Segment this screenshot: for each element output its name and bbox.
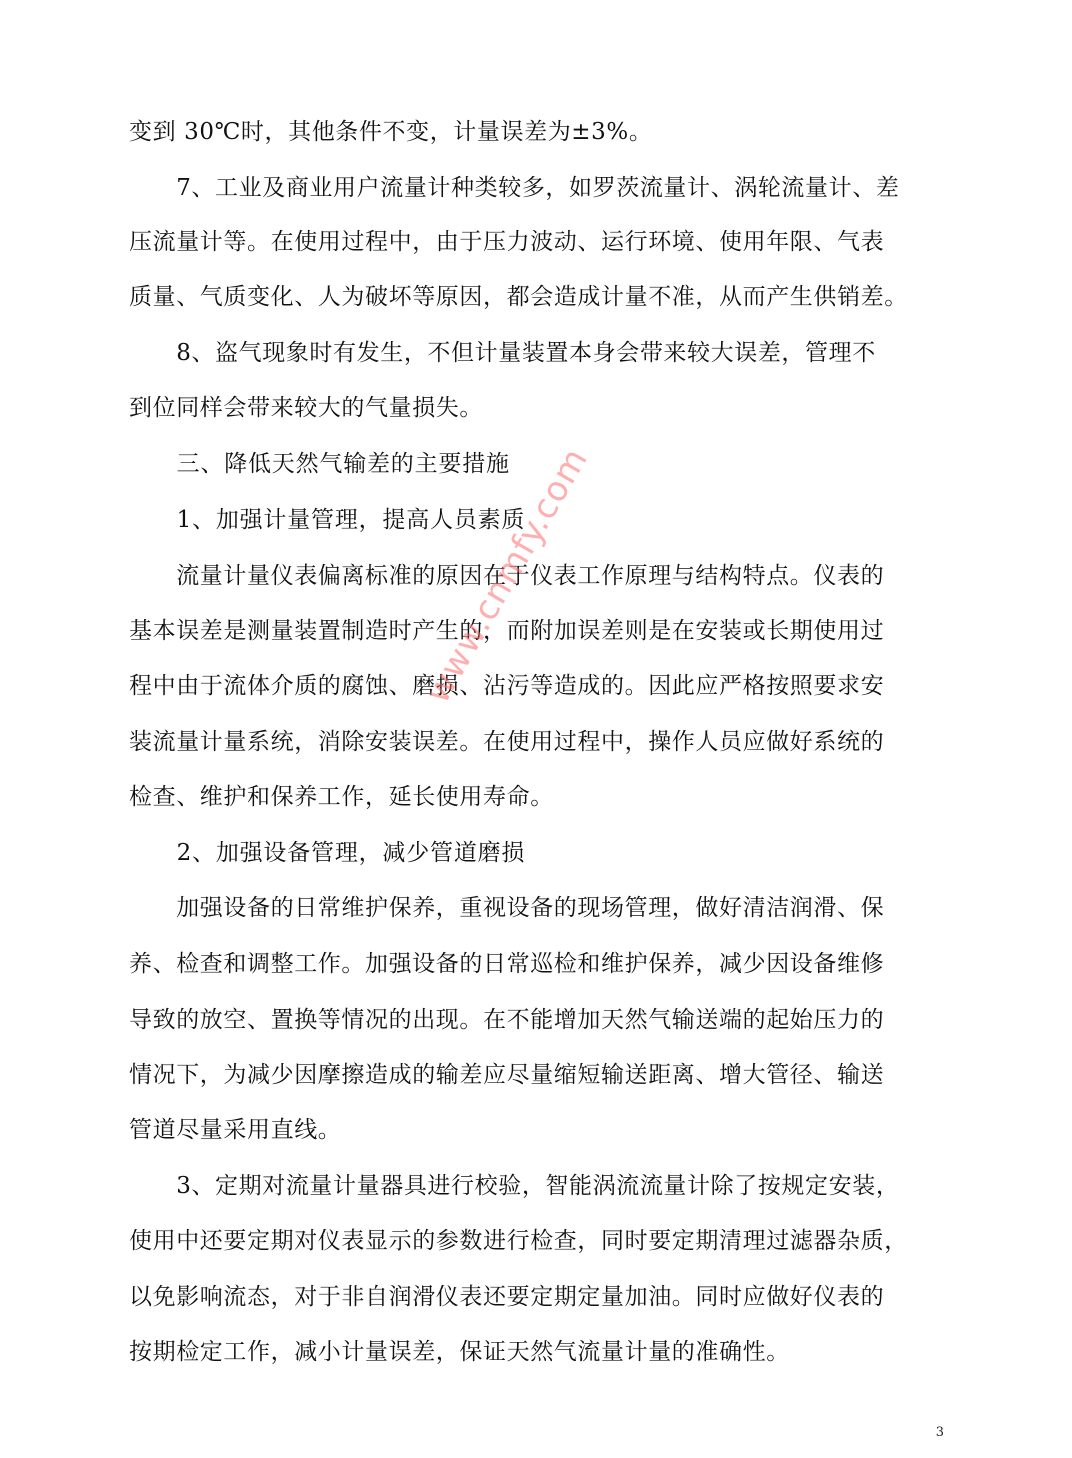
text-line: 检查、维护和保养工作，延长使用寿命。 — [129, 784, 554, 810]
text-line: 7、工业及商业用户流量计种类较多，如罗茨流量计、涡轮流量计、差 — [129, 175, 900, 201]
subsection-heading: 2、加强设备管理，减少管道磨损 — [129, 840, 526, 866]
text-line: 管道尽量采用直线。 — [129, 1117, 342, 1143]
text-line: 流量计量仪表偏离标准的原因在于仪表工作原理与结构特点。仪表的 — [129, 563, 885, 589]
text-line: 到位同样会带来较大的气量损失。 — [129, 395, 483, 421]
text-line: 8、盗气现象时有发生，不但计量装置本身会带来较大误差，管理不 — [129, 340, 876, 366]
text-line: 质量、气质变化、人为破坏等原因，都会造成计量不准，从而产生供销差。 — [129, 284, 908, 310]
subsection-heading: 1、加强计量管理，提高人员素质 — [129, 507, 526, 533]
text-line: 使用中还要定期对仪表显示的参数进行检查，同时要定期清理过滤器杂质， — [129, 1228, 908, 1254]
text-line: 基本误差是测量装置制造时产生的，而附加误差则是在安装或长期使用过 — [129, 618, 885, 644]
text-line: 导致的放空、置换等情况的出现。在不能增加天然气输送端的起始压力的 — [129, 1007, 885, 1033]
text-line: 压流量计等。在使用过程中，由于压力波动、运行环境、使用年限、气表 — [129, 229, 885, 255]
watermark: www.cnmfy.com — [417, 440, 597, 710]
page-number: 3 — [935, 1425, 944, 1440]
text-line: 养、检查和调整工作。加强设备的日常巡检和维护保养，减少因设备维修 — [129, 951, 885, 977]
text-line: 3、定期对流量计量器具进行校验，智能涡流流量计除了按规定安装， — [129, 1173, 900, 1199]
text-line: 加强设备的日常维护保养，重视设备的现场管理，做好清洁润滑、保 — [129, 895, 885, 921]
text-line: 按期检定工作，减小计量误差，保证天然气流量计量的准确性。 — [129, 1339, 790, 1365]
text-line: 程中由于流体介质的腐蚀、磨损、沾污等造成的。因此应严格按照要求安 — [129, 673, 885, 699]
text-line: 装流量计量系统，消除安装误差。在使用过程中，操作人员应做好系统的 — [129, 729, 885, 755]
text-line: 变到 30℃时，其他条件不变，计量误差为±3%。 — [129, 119, 653, 145]
text-line: 以免影响流态，对于非自润滑仪表还要定期定量加油。同时应做好仪表的 — [129, 1284, 885, 1310]
section-heading: 三、降低天然气输差的主要措施 — [129, 451, 510, 477]
text-line: 情况下，为减少因摩擦造成的输差应尽量缩短输送距离、增大管径、输送 — [129, 1062, 885, 1088]
